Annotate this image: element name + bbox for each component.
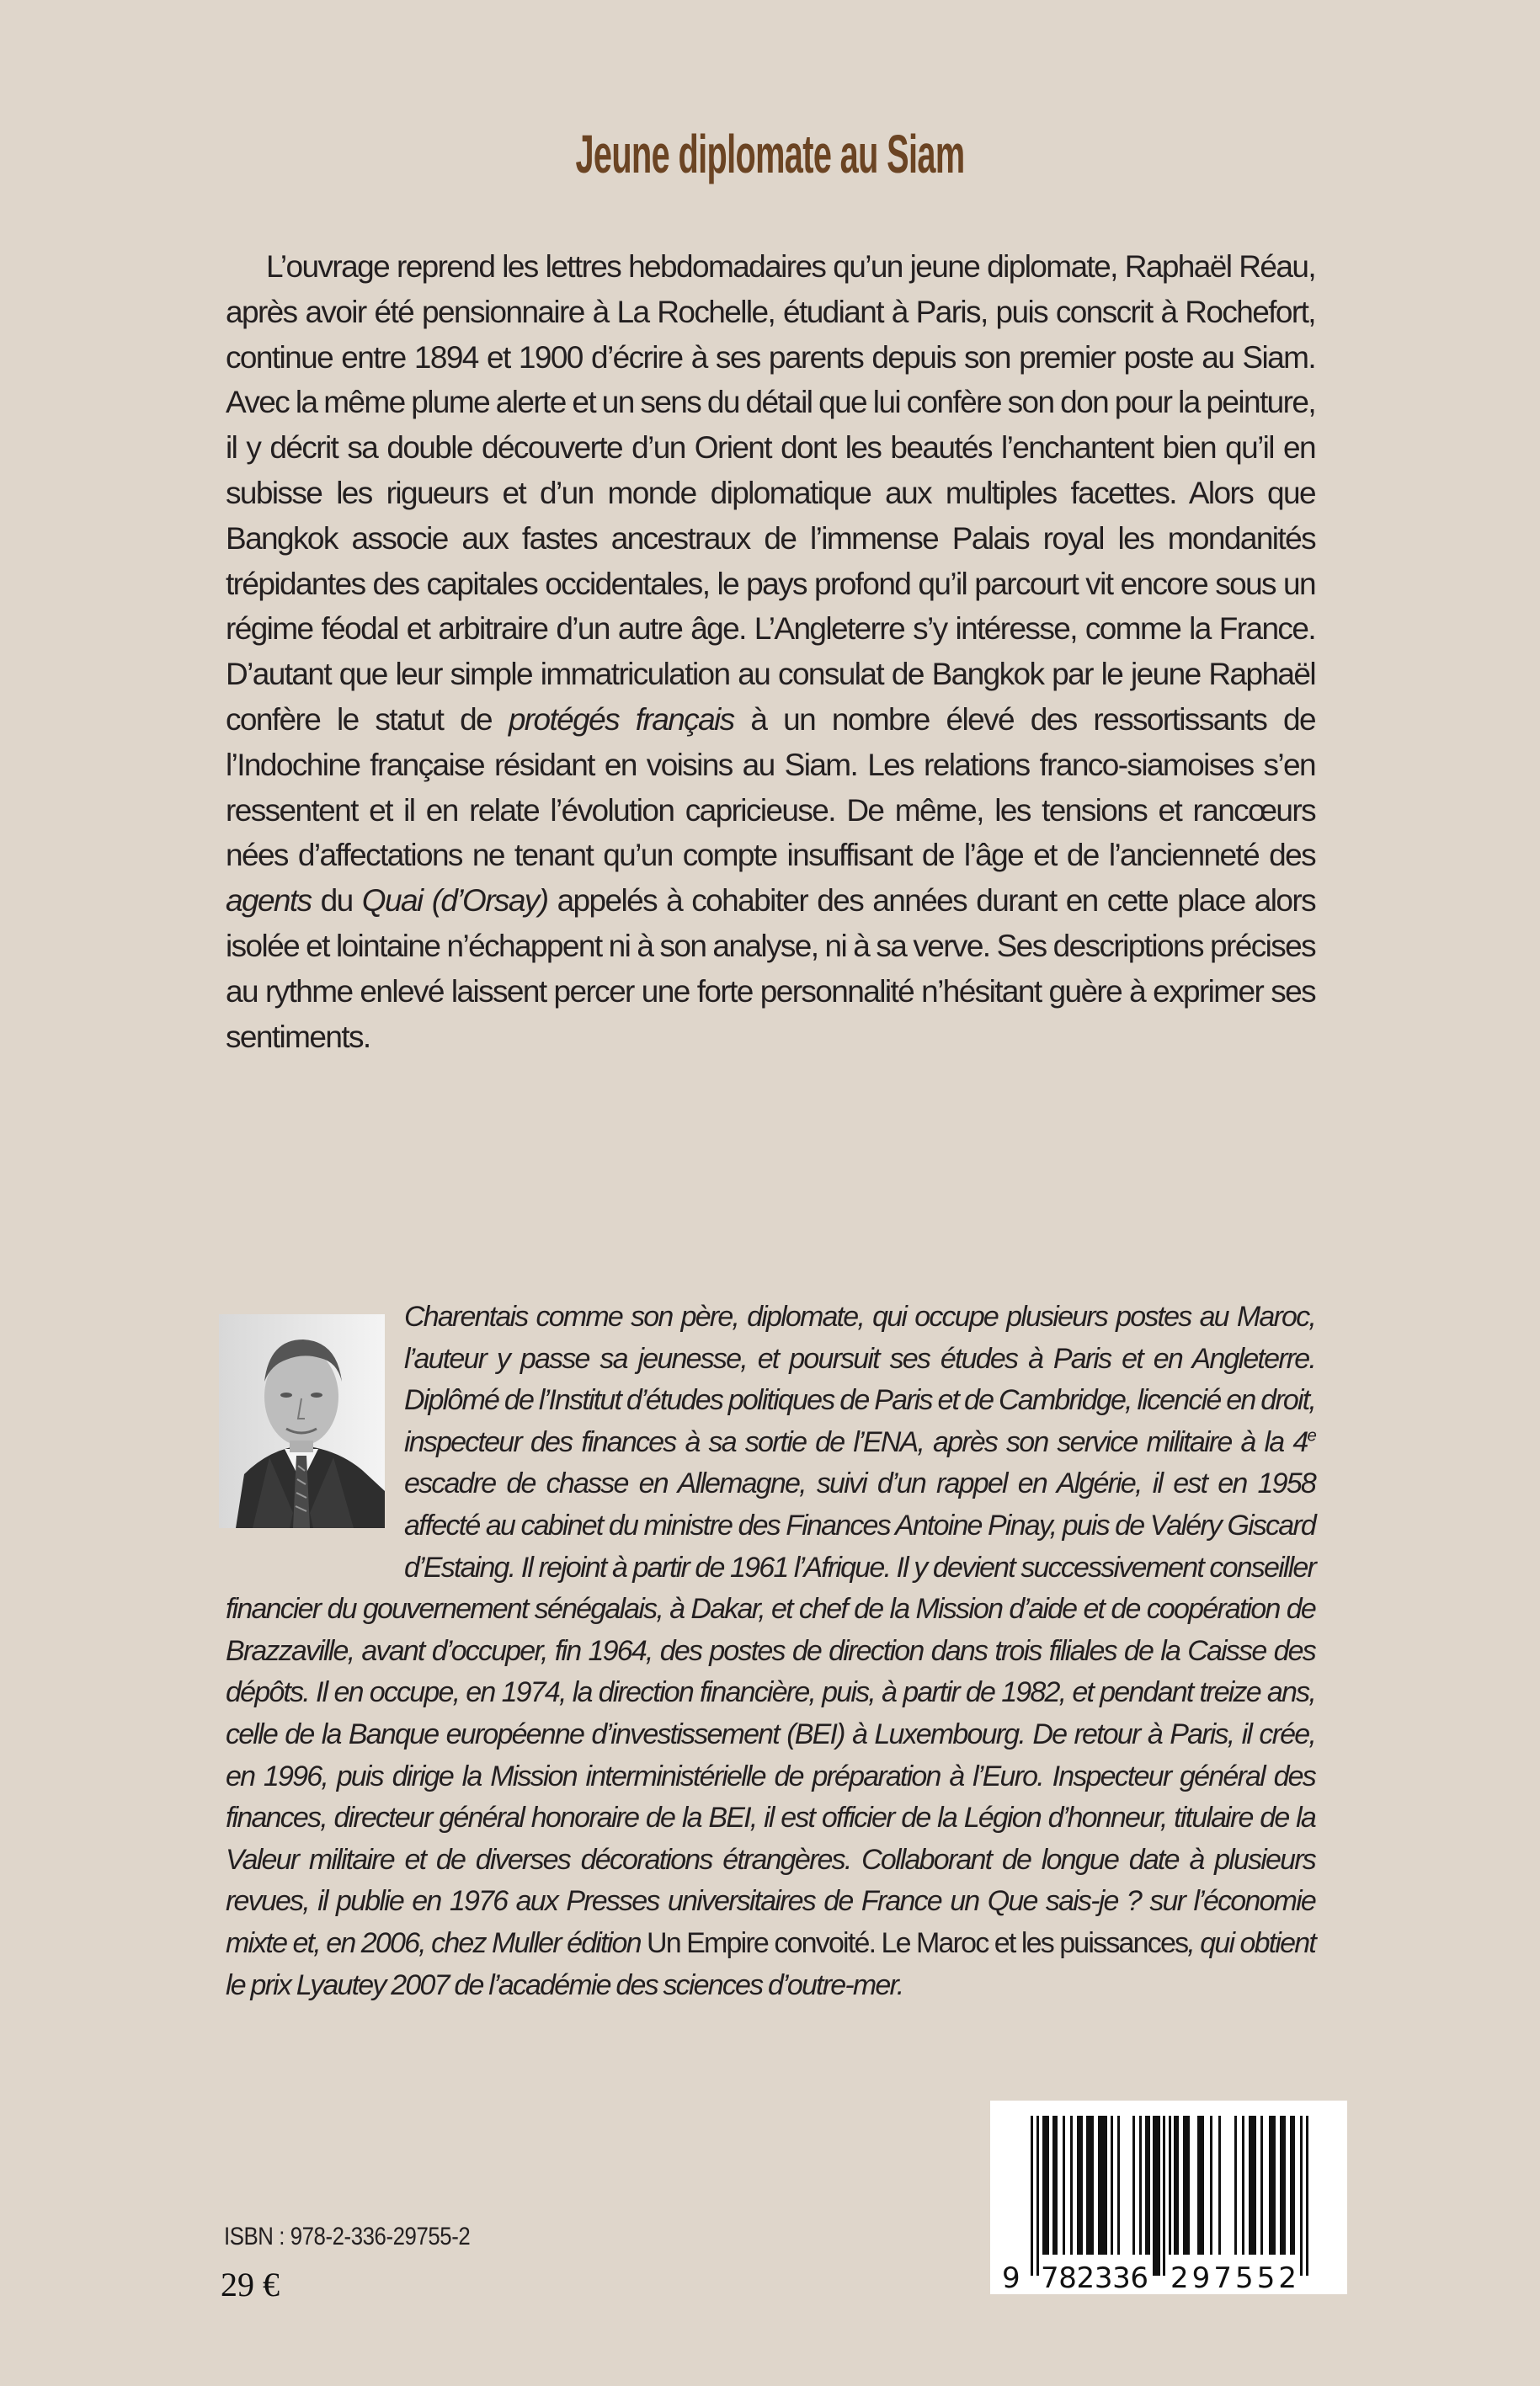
author-biography (226, 1297, 1315, 2006)
summary-text: appelés à cohabiter des années durant en cette place alors isolée et lointaine n’échappent ni à son analyse, ni à sa verve. Ses descriptions précises au rythme enlevé laissent percer une forte personnalité n’hésitant guère à exprimer ses sentiments. (226, 883, 1315, 1054)
bio-text: Charentais comme son père, diplomate, qui occupe plusieurs postes au Maroc, l’auteur y passe sa jeunesse, et poursuit ses études à Paris et en Angleterre. Diplômé de l’Institut d’études politiques de Paris et de Cambridge, licencié en droit, inspecteur des finances à sa sortie de l’ENA, après son service militaire à la 4 (404, 1301, 1315, 1458)
bio-text: , qui obtient le prix Lyautey 2007 de l’académie des sciences d’outre-mer. (226, 1926, 1315, 2001)
bio-book-title: Un Empire convoité. Le Maroc et les puissances (646, 1926, 1188, 1959)
bio-text: escadre de chasse en Allemagne, suivi d’un rappel en Algérie, il est en 1958 affecté au cabinet du ministre des Finances Antoine Pinay, puis de Valéry Giscard d’Estaing. Il rejoint à partir de 1961 l’Afrique. Il y devient successivement conseiller financier du gouvernement sénégalais, à Dakar, et chef de la Mission d’aide et de coopération de Brazzaville, avant d’occuper, fin 1964, des postes de direction dans trois filiales de la Caisse des dépôts. Il en occupe, en 1974, la direction financière, puis, à partir de 1982, et pendant treize ans, celle de la Banque européenne d’investissement (BEI) à Luxembourg. De retour à Paris, il crée, en 1996, puis dirige la Mission interministérielle de préparation à l’Euro. Inspecteur général des finances, directeur général honoraire de la BEI, il est officier de la Légion d’honneur, titulaire de la Valeur militaire et de diverses décorations étrangères. Collaborant de longue date à plusieurs revues, il publie en 1976 aux Presses universitaires de France un Que sais-je ? sur l’économie mixte et, en 2006, chez Muller édition (226, 1467, 1315, 1959)
price-label: 29 € (221, 2266, 280, 2303)
isbn-label: ISBN : 978-2-336-29755-2 (224, 2223, 471, 2250)
summary-text: L’ouvrage reprend les lettres hebdomadaires qu’un jeune diplomate, Raphaël Réau, après avoir été pensionnaire à La Rochelle, étudiant à Paris, puis conscrit à Rochefort, continue entre 1894 et 1900 d’écrire à ses parents depuis son premier poste au Siam. Avec la même plume alerte et un sens du détail que lui confère son don pour la peinture, il y décrit sa double découverte d’un Orient dont les beautés l’enchantent bien qu’il en subisse les rigueurs et d’un monde diplomatique aux multiples facettes. Alors que Bangkok associe aux fastes ancestraux de l’immense Palais royal les mondanités trépidantes des capitales occidentales, le pays profond qu’il parcourt vit encore sous un régime féodal et arbitraire d’un autre âge. L’Angleterre s’y intéresse, comme la France. D’autant que leur simple immatriculation au consulat de Bangkok par le jeune Raphaël confère le statut de (226, 249, 1315, 737)
photo-spacer (226, 1297, 404, 1547)
summary-text: à un nombre élevé des ressortissants de l’Indochine française résidant en voisins au Siam. Les relations franco-siamoises s’en ressentent et il en relate l’évolution capricieuse. De même, les tensions et rancœurs nées d’affectations ne tenant qu’un compte insuffisant de l’âge et de l’ancienneté des (226, 701, 1315, 873)
book-title: Jeune diplomate au Siam (575, 124, 965, 184)
barcode-left-group: 782336 (1041, 2261, 1148, 2294)
summary-emphasis: protégés français (508, 701, 734, 737)
bio-superscript: e (1307, 1426, 1315, 1446)
barcode-first-digit: 9 (1002, 2261, 1020, 2294)
barcode (990, 2101, 1347, 2294)
summary-emphasis: agents (226, 883, 312, 919)
summary-text: du (311, 883, 362, 919)
barcode-right-group: 297552 (1170, 2261, 1297, 2294)
book-summary (226, 244, 1315, 1059)
barcode-icon (990, 2101, 1347, 2294)
summary-emphasis: Quai (d’Orsay) (361, 883, 548, 919)
